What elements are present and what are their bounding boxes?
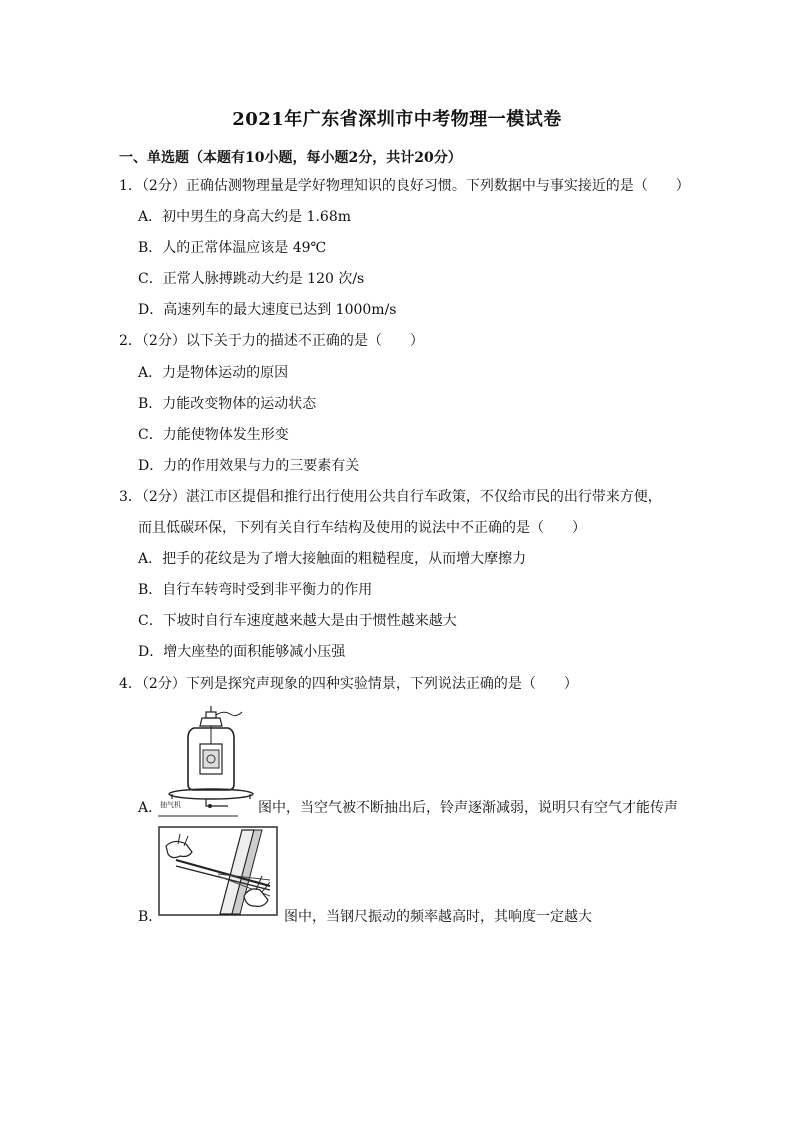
question-3-option-b: B．自行车转弯时受到非平衡力的作用 bbox=[138, 582, 373, 598]
question-3-option-d: D．增大座垫的面积能够减小压强 bbox=[138, 644, 346, 660]
question-2-option-b: B．力能改变物体的运动状态 bbox=[138, 396, 317, 412]
question-2-option-d: D．力的作用效果与力的三要素有关 bbox=[138, 458, 360, 474]
question-2-option-a: A．力是物体运动的原因 bbox=[138, 365, 289, 381]
question-3-option-a: A．把手的花纹是为了增大接触面的粗糙程度，从而增大摩擦力 bbox=[138, 551, 527, 567]
question-4-option-a-text: 图中，当空气被不断抽出后，铃声逐渐减弱，说明只有空气才能传声 bbox=[258, 800, 678, 816]
question-3-option-c: C．下坡时自行车速度越来越大是由于惯性越来越大 bbox=[138, 613, 457, 629]
question-1-option-d: D．高速列车的最大速度已达到 1000m/s bbox=[138, 302, 397, 318]
question-2-stem: 2．（2分）以下关于力的描述不正确的是（ ） bbox=[119, 333, 424, 349]
bell-jar-figure bbox=[158, 706, 258, 818]
question-4-option-a-prefix: A． bbox=[138, 800, 163, 816]
question-1-option-c: C．正常人脉搏跳动大约是 120 次/s bbox=[138, 271, 365, 287]
section-heading: 一、单选题（本题有10小题，每小题2分，共计20分） bbox=[119, 150, 462, 166]
question-4-stem: 4．（2分）下列是探究声现象的四种实验情景，下列说法正确的是（ ） bbox=[119, 676, 578, 692]
question-3-stem: 3．（2分）湛江市区提倡和推行出行使用公共自行车政策，不仅给市民的出行带来方便， bbox=[119, 489, 662, 505]
question-1-option-a: A．初中男生的身高大约是 1.68m bbox=[138, 209, 352, 225]
page-title: 2021年广东省深圳市中考物理一模试卷 bbox=[232, 109, 562, 130]
steel-ruler-figure bbox=[158, 826, 278, 916]
question-1-option-b: B．人的正常体温应该是 49℃ bbox=[138, 240, 327, 256]
question-4-option-b-text: 图中，当钢尺振动的频率越高时，其响度一定越大 bbox=[284, 909, 592, 925]
question-3-stem-continued: 而且低碳环保，下列有关自行车结构及使用的说法中不正确的是（ ） bbox=[138, 520, 586, 536]
question-1-stem: 1．（2分）正确估测物理量是学好物理知识的良好习惯。下列数据中与事实接近的是（ ） bbox=[119, 178, 690, 194]
question-2-option-c: C．力能使物体发生形变 bbox=[138, 427, 289, 443]
question-4-option-b-prefix: B． bbox=[138, 909, 163, 925]
pump-label: 抽气机 bbox=[160, 801, 181, 809]
